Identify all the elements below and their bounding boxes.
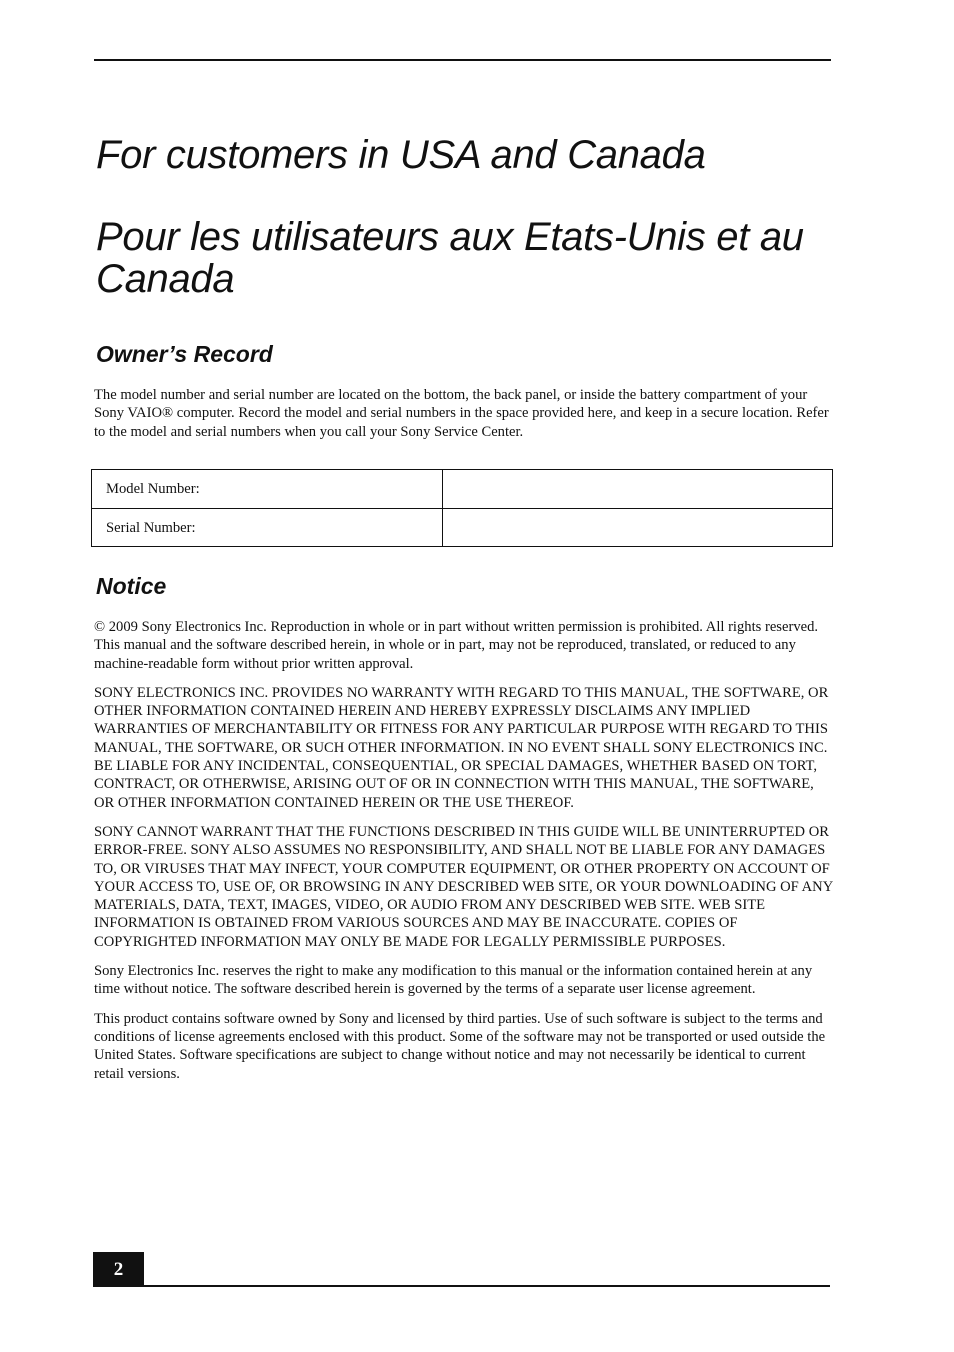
notice-liability-paragraph: SONY CANNOT WARRANT THAT THE FUNCTIONS DESCRIBED IN THIS GUIDE WILL BE UNINTERRUPTED OR ERROR-FREE. SONY ALSO ASSUMES NO RESPONSIBILITY, AND SHALL NOT BE LIABLE FOR ANY DAMAGES TO, OR VIRUSES THAT MAY INFECT, YOUR COMPUTER EQUIPMENT, OR OTHER PROPERTY ON ACCOUNT OF YOUR ACCESS TO, USE OF, OR BROWSING IN ANY DESCRIBED WEB SITE, OR YOUR DOWNLOADING OF ANY MATERIALS, DATA, TEXT, IMAGES, VIDEO, OR AUDIO FROM ANY DESCRIBED WEB SITE. WEB SITE INFORMATION IS OBTAINED FROM VARIOUS SOURCES AND MAY BE INACCURATE. COPIES OF COPYRIGHTED INFORMATION MAY ONLY BE MADE FOR LEGALLY PERMISSIBLE PURPOSES. bbox=[94, 823, 833, 950]
title-french: Pour les utilisateurs aux Etats-Unis et au Canada bbox=[96, 215, 804, 301]
page-number: 2 bbox=[93, 1252, 144, 1287]
owners-record-paragraph: The model number and serial number are located on the bottom, the back panel, or inside the battery compartment of your Sony VAIO® computer. Record the model and serial numbers in the space provided here, and keep in a secure location. Refer to the model and serial numbers when you call your Sony Service Center. bbox=[94, 387, 829, 440]
notice-heading: Notice bbox=[96, 573, 167, 599]
notice-warranty-paragraph: SONY ELECTRONICS INC. PROVIDES NO WARRANTY WITH REGARD TO THIS MANUAL, THE SOFTWARE, OR OTHER INFORMATION CONTAINED HEREIN AND HEREBY EXPRESSLY DISCLAIMS ANY IMPLIED WARRANTIES OF MERCHANTABILITY OR FITNESS FOR ANY PARTICULAR PURPOSE WITH REGARD TO THIS MANUAL, THE SOFTWARE, OR SUCH OTHER INFORMATION. IN NO EVENT SHALL SONY ELECTRONICS INC. BE LIABLE FOR ANY INCIDENTAL, CONSEQUENTIAL, OR SPECIAL DAMAGES, WHETHER BASED ON TORT, CONTRACT, OR OTHERWISE, ARISING OUT OF OR IN CONNECTION WITH THIS MANUAL, THE SOFTWARE, OR OTHER INFORMATION CONTAINED HEREIN OR THE USE THEREOF. bbox=[94, 684, 829, 811]
owners-record-section bbox=[94, 386, 834, 452]
model-number-label: Model Number: bbox=[92, 470, 443, 508]
serial-number-field bbox=[443, 509, 832, 547]
notice-section bbox=[94, 618, 834, 1094]
table-row-model bbox=[92, 470, 832, 508]
bottom-rule bbox=[144, 1285, 830, 1287]
title-english: For customers in USA and Canada bbox=[96, 133, 706, 177]
table-row-serial bbox=[92, 508, 832, 547]
owners-record-heading: Owner’s Record bbox=[96, 341, 273, 367]
owners-record-table bbox=[91, 469, 833, 547]
model-number-field bbox=[443, 470, 832, 508]
notice-modification-paragraph: Sony Electronics Inc. reserves the right to make any modification to this manual or the information contained herein at any time without notice. The software described herein is governed by the terms of a separate user license agreement. bbox=[94, 963, 813, 998]
notice-copyright-paragraph: © 2009 Sony Electronics Inc. Reproduction in whole or in part without written permission is prohibited. All rights reserved. This manual and the software described herein, in whole or in part, may not be reproduced, translated, or reduced to any machine-readable form without prior written approval. bbox=[94, 619, 819, 672]
serial-number-label: Serial Number: bbox=[92, 509, 443, 547]
top-rule bbox=[94, 59, 831, 61]
notice-third-party-paragraph: This product contains software owned by Sony and licensed by third parties. Use of such software is subject to the terms and conditions of license agreements enclosed with this product. Some of the software may not be transported or used outside the United States. Software specifications are subject to change without notice and may not necessarily be identical to current retail versions. bbox=[94, 1010, 826, 1082]
